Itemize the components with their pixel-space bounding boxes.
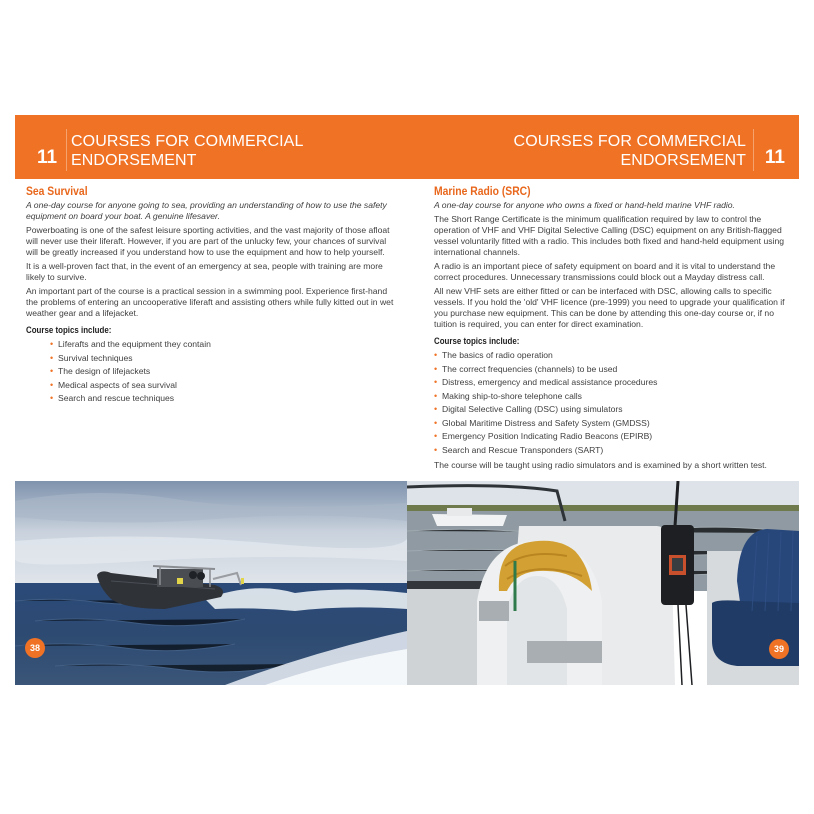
topics-heading: Course topics include:: [434, 336, 520, 346]
topics-heading: Course topics include:: [26, 325, 112, 335]
list-item: • Emergency Position Indicating Radio Beacons (EPIRB): [434, 430, 792, 444]
paragraph: Powerboating is one of the safest leisure sporting activities, and the vast majority of those afloat will never use their liferaft. However, if you are part of the unlucky few, your chances of survival will be greatly increased if you understand how to use the equipment and how to help yourself.: [26, 225, 390, 257]
list-item: • Survival techniques: [50, 352, 396, 366]
paragraph: It is a well-proven fact that, in the event of an emergency at sea, people with training are more likely to survive.: [26, 261, 383, 282]
list-item: • Medical aspects of sea survival: [50, 379, 396, 393]
list-item: • Global Maritime Distress and Safety System (GMDSS): [434, 417, 792, 431]
chapter-title-line2: ENDORSEMENT: [620, 152, 746, 169]
chapter-title: [514, 132, 746, 170]
bullet-icon: •: [50, 379, 54, 390]
bullet-icon: •: [434, 404, 438, 414]
list-item: • Digital Selective Calling (DSC) using simulators: [434, 403, 792, 417]
list-item: • Liferafts and the equipment they contain: [50, 338, 396, 352]
list-item: • The design of lifejackets: [50, 365, 396, 379]
bullet-icon: •: [50, 366, 54, 376]
paragraph: All new VHF sets are either fitted or can be interfaced with DSC, allowing calls to specific vessels. If you hold the 'old' VHF licence (pre-1999) you need to upgrade your qualification if you purchase new equipment. This can be done by attending this one-day course or, if no tuition is required, you can enter for direct examination.: [434, 286, 785, 329]
paragraph: A radio is an important piece of safety equipment on board and it is vital to understand the correct procedures. Unnecessary transmissions could block out a Mayday distress call.: [434, 261, 776, 282]
bullet-icon: •: [434, 390, 438, 401]
rib-boat-photo: [15, 481, 407, 685]
chapter-title: [71, 132, 303, 170]
left-page: [15, 115, 407, 685]
chapter-number: 11: [37, 147, 58, 168]
paragraph: The Short Range Certificate is the minimum qualification required by law to control the operation of VHF and VHF Digital Selective Calling (DSC) equipment on any British-flagged vessel voluntarily fitted with a radio. This includes both fixed and hand-held equipment using international channels.: [434, 214, 785, 257]
chapter-title-line2: ENDORSEMENT: [71, 152, 197, 169]
list-item: • Making ship-to-shore telephone calls: [434, 390, 792, 404]
bullet-icon: •: [50, 339, 54, 349]
closing-paragraph: The course will be taught using radio simulators and is examined by a short written test.: [434, 460, 767, 470]
list-item: • Search and rescue techniques: [50, 392, 396, 406]
bullet-icon: •: [434, 363, 438, 374]
list-item: • The correct frequencies (channels) to be used: [434, 363, 792, 377]
vhf-radio-photo: [407, 481, 799, 685]
bullet-icon: •: [434, 444, 438, 455]
list-item: • The basics of radio operation: [434, 349, 792, 363]
chapter-title-line1: COURSES FOR COMMERCIAL: [71, 133, 304, 150]
bullet-icon: •: [50, 393, 54, 403]
right-page: [407, 115, 799, 685]
section-heading: Marine Radio (SRC): [434, 186, 531, 198]
list-item: • Search and Rescue Transponders (SART): [434, 444, 792, 458]
chapter-number: 11: [764, 147, 785, 168]
sea-survival-section: [26, 185, 396, 406]
topics-list: [26, 338, 396, 406]
book-spread: [15, 115, 799, 685]
bullet-icon: •: [434, 417, 438, 428]
chapter-header-band: [407, 115, 799, 179]
bullet-icon: •: [434, 350, 438, 360]
chapter-title-line1: COURSES FOR COMMERCIAL: [513, 133, 746, 150]
section-lead: A one-day course for anyone who owns a fixed or hand-held marine VHF radio.: [434, 200, 735, 210]
topics-list: [434, 349, 792, 457]
bullet-icon: •: [434, 431, 438, 441]
page-number-badge: 38: [25, 638, 45, 658]
section-lead: A one-day course for anyone going to sea, providing an understanding of how to use the safety equipment on board your boat. A genuine lifesaver.: [26, 200, 387, 221]
section-heading: Sea Survival: [26, 186, 88, 198]
page-number-badge: 39: [769, 639, 789, 659]
bullet-icon: •: [434, 377, 438, 387]
bullet-icon: •: [50, 352, 54, 363]
chapter-header-band: [15, 115, 407, 179]
marine-radio-section: [434, 185, 792, 492]
header-divider: [753, 129, 754, 171]
paragraph: An important part of the course is a practical session in a swimming pool. Experience first-hand the problems of entering an uncooperative liferaft and assisting others while fully kitted out in wet weather gear and a lifejacket.: [26, 286, 394, 318]
list-item: • Distress, emergency and medical assistance procedures: [434, 376, 792, 390]
header-divider: [66, 129, 67, 171]
